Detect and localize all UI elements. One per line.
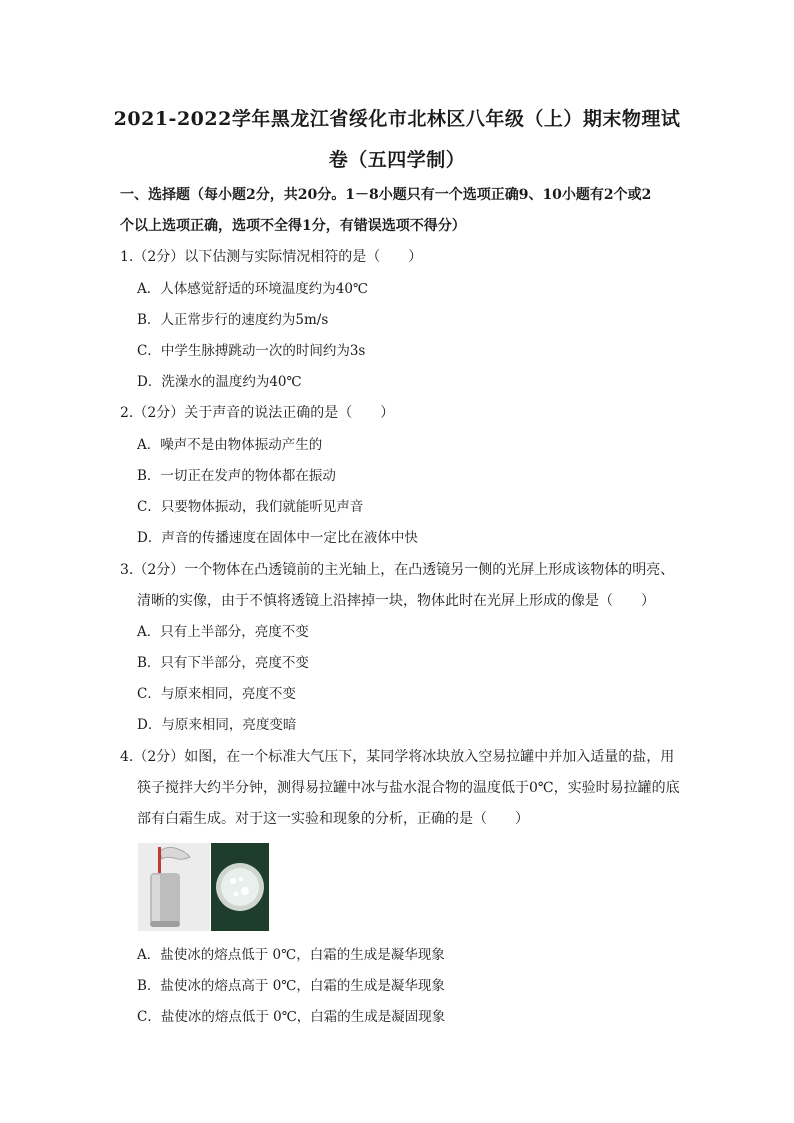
question-3-stem-line-1: 3.（2分）一个物体在凸透镜前的主光轴上，在凸透镜另一侧的光屏上形成该物体的明亮、: [120, 562, 675, 578]
question-4-option-c: C．盐使冰的熔点低于 0℃，白霜的生成是凝固现象: [137, 1009, 446, 1025]
frost-illustration: [211, 843, 269, 931]
exam-title-line-1: 2021-2022学年黑龙江省绥化市北林区八年级（上）期末物理试: [113, 108, 681, 130]
can-illustration: [138, 843, 210, 931]
question-1-option-c: C．中学生脉搏跳动一次的时间约为3s: [137, 343, 366, 359]
question-4-option-b: B．盐使冰的熔点高于 0℃，白霜的生成是凝华现象: [137, 978, 445, 994]
question-2-option-c: C．只要物体振动，我们就能听见声音: [137, 499, 364, 515]
question-2-option-b: B．一切正在发声的物体都在振动: [137, 468, 336, 484]
question-3-option-c: C．与原来相同，亮度不变: [137, 686, 296, 702]
question-1-option-a: A．人体感觉舒适的环境温度约为40℃: [137, 281, 369, 297]
question-1-stem: 1.（2分）以下估测与实际情况相符的是（ ）: [120, 249, 423, 265]
question-4-stem-line-3: 部有白霜生成。对于这一实验和现象的分析，正确的是（ ）: [137, 811, 529, 827]
question-4-stem-line-2: 筷子搅拌大约半分钟，测得易拉罐中冰与盐水混合物的温度低于0℃，实验时易拉罐的底: [137, 780, 680, 796]
frost-photo: [211, 843, 269, 931]
section-heading-line-2: 个以上选项正确，选项不全得1分，有错误选项不得分）: [120, 218, 466, 234]
question-2-option-d: D．声音的传播速度在固体中一定比在液体中快: [137, 530, 418, 546]
question-3-stem-line-2: 清晰的实像，由于不慎将透镜上沿摔掉一块，物体此时在光屏上形成的像是（ ）: [137, 593, 655, 609]
question-1-option-b: B．人正常步行的速度约为5m/s: [137, 312, 329, 328]
question-1-option-d: D．洗澡水的温度约为40℃: [137, 374, 302, 390]
can-experiment-photo: [138, 843, 210, 931]
exam-title-line-2: 卷（五四学制）: [328, 149, 466, 171]
question-4-option-a: A．盐使冰的熔点低于 0℃，白霜的生成是凝华现象: [137, 947, 445, 963]
question-3-option-b: B．只有下半部分，亮度不变: [137, 655, 309, 671]
question-4-stem-line-1: 4.（2分）如图，在一个标准大气压下，某同学将冰块放入空易拉罐中并加入适量的盐，用: [120, 749, 675, 765]
question-2-stem: 2.（2分）关于声音的说法正确的是（ ）: [120, 405, 395, 421]
question-3-option-d: D．与原来相同，亮度变暗: [137, 717, 297, 733]
question-2-option-a: A．噪声不是由物体振动产生的: [137, 437, 323, 453]
section-heading-line-1: 一、选择题（每小题2分，共20分。1－8小题只有一个选项正确9、10小题有2个或2: [120, 187, 652, 203]
question-3-option-a: A．只有上半部分，亮度不变: [137, 624, 309, 640]
